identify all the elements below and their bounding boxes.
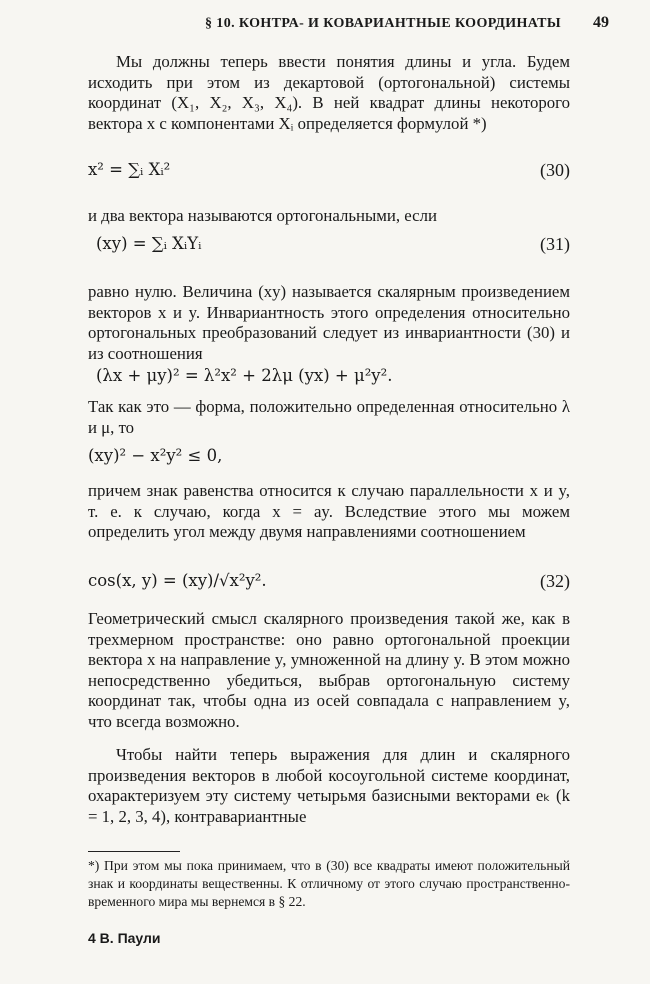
paragraph-text: Чтобы найти теперь выражения для длин и скалярного произведения векторов в любой косоугольной системе координат, охарактеризуем эту систему четырьмя базисными векторами eₖ (k = 1, 2, 3, 4), контравариантные [88, 745, 570, 826]
paragraph-text: Геометрический смысл скалярного произведения такой же, как в трехмерном пространстве: оно равно ортогональной проекции вектора x на направление y, умноженной на длину y. В этом можно непосредственно убедиться, выбрав ортогональную систему координат так, чтобы одна из осей совпадала с направлением y, что всегда возможно. [88, 609, 570, 731]
equation-number: (32) [540, 571, 570, 591]
formula-inequality [88, 446, 570, 476]
paragraph-text: причем знак равенства относится к случаю параллельности x и y, т. е. к случаю, когда x = ay. Вследствие этого мы можем определить угол между двумя направлениями соотношением [88, 481, 570, 541]
formula-expression: (λx + μy)² = λ²x² + 2λμ (yx) + μ²y². [96, 366, 393, 385]
footnote [88, 857, 570, 911]
formula-32 [88, 571, 570, 601]
formula-expression: cos(x, y) = (xy)/√x²y². [88, 571, 267, 590]
paragraph-orthogonal [88, 206, 570, 227]
section-title: § 10. КОНТРА- И КОВАРИАНТНЫЕ КООРДИНАТЫ [205, 16, 561, 31]
paragraph-text: и два вектора называются ортогональными, если [88, 206, 437, 225]
paragraph-positive-form [88, 397, 570, 438]
paragraph-geometric-meaning [88, 609, 570, 732]
formula-expression: (xy) = ∑ᵢ XᵢYᵢ [96, 234, 202, 253]
printer-signature: 4 В. Паули [88, 930, 161, 946]
paragraph-oblique-coordinates [88, 745, 570, 827]
footnote-divider [88, 851, 180, 852]
footnote-text: *) При этом мы пока принимаем, что в (30) все квадраты имеют положительный знак и координаты вещественны. К отличному от этого случаю пространственно-временного мира мы вернемся в § 22. [88, 858, 570, 909]
paragraph-text: Так как это — форма, положительно определенная относительно λ и μ, то [88, 397, 570, 437]
paragraph-text: Мы должны теперь ввести понятия длины и угла. Будем исходить при этом из декартовой (ортогональной) системы координат (X₁, X₂, X₃, X₄). В ней квадрат длины некоторого вектора x с компонентами Xᵢ определяется формулой *) [88, 52, 570, 133]
paragraph-scalar-product [88, 282, 570, 364]
paragraph-text: равно нулю. Величина (xy) называется скалярным произведением векторов x и y. Инвариантность этого определения относительно ортогональных преобразований следует из инвариантности (30) и из соотношения [88, 282, 570, 363]
paragraph-length-intro [88, 52, 570, 134]
formula-31 [88, 234, 570, 264]
equation-number: (31) [540, 234, 570, 254]
running-header [0, 14, 650, 38]
equation-number: (30) [540, 160, 570, 180]
formula-30 [88, 160, 570, 190]
formula-expansion [88, 366, 570, 396]
formula-expression: x² = ∑ᵢ Xᵢ² [88, 160, 171, 179]
page-number: 49 [593, 14, 609, 31]
formula-expression: (xy)² − x²y² ≤ 0, [88, 446, 223, 465]
paragraph-angle [88, 481, 570, 543]
